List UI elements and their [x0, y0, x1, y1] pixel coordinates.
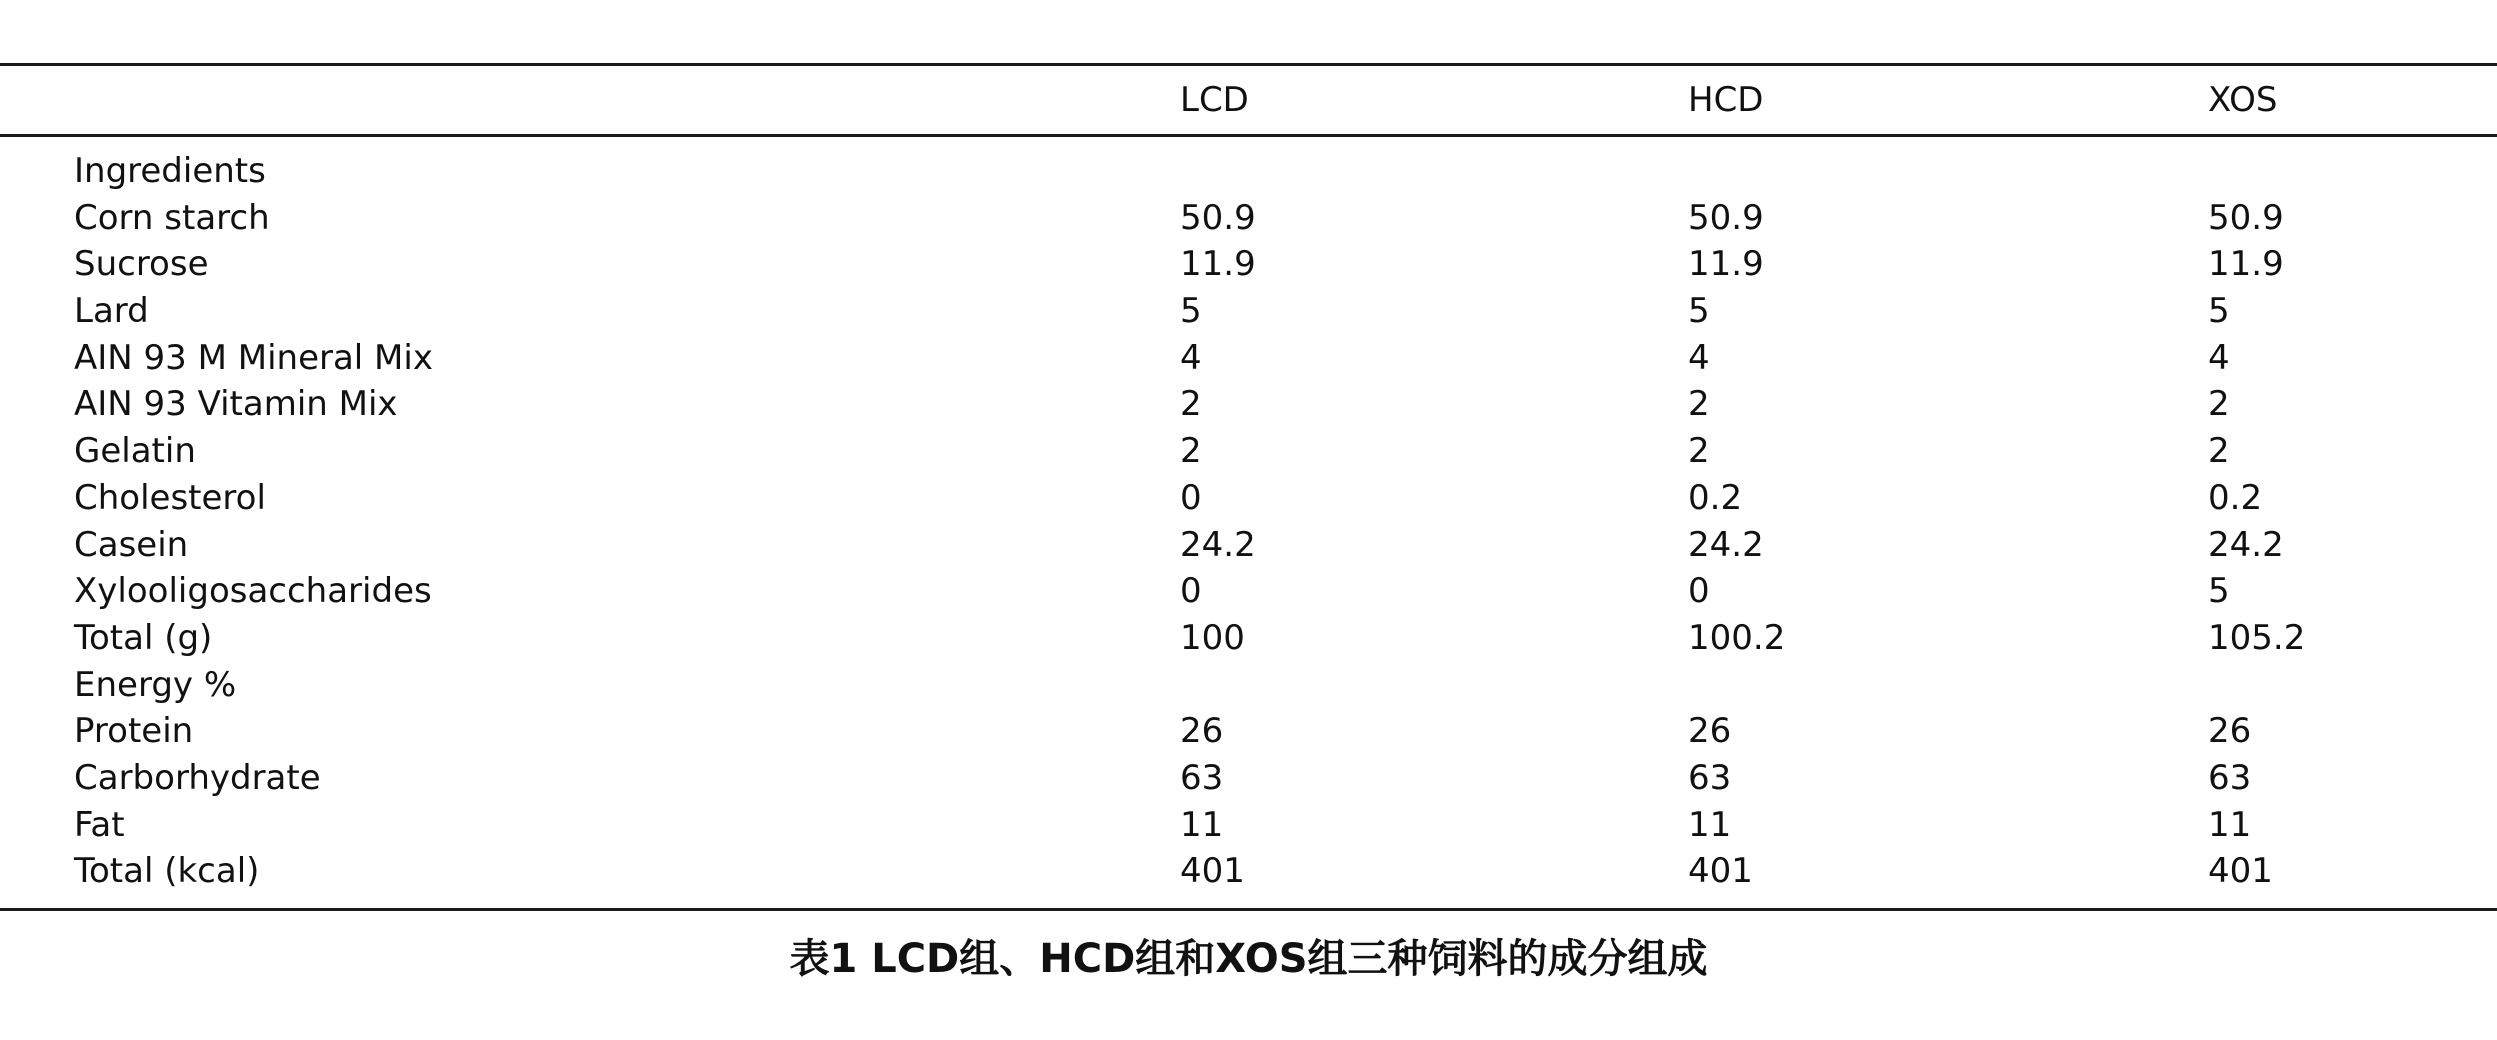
- column-header-xos: XOS: [2208, 80, 2278, 120]
- cell-xos: 50.9: [2208, 197, 2284, 238]
- cell-hcd: 24.2: [1688, 524, 1764, 565]
- table-row: [0, 522, 2497, 569]
- cell-xos: 2: [2208, 384, 2230, 425]
- cell-lcd: 4: [1180, 337, 1202, 378]
- table-row: [0, 568, 2497, 615]
- table-row: [0, 148, 2497, 195]
- column-header-hcd: HCD: [1688, 80, 1764, 120]
- row-label: Protein: [74, 711, 194, 752]
- cell-xos: 4: [2208, 337, 2230, 378]
- cell-hcd: 5: [1688, 291, 1710, 332]
- cell-lcd: 0: [1180, 477, 1202, 518]
- cell-hcd: 401: [1688, 851, 1753, 892]
- cell-xos: 2: [2208, 431, 2230, 472]
- cell-lcd: 63: [1180, 757, 1224, 798]
- cell-hcd: 2: [1688, 384, 1710, 425]
- row-label: Total (g): [74, 617, 213, 658]
- cell-xos: 63: [2208, 757, 2252, 798]
- cell-lcd: 2: [1180, 384, 1202, 425]
- row-label: Gelatin: [74, 431, 196, 472]
- row-label: Sucrose: [74, 244, 209, 285]
- table-row: [0, 428, 2497, 475]
- row-label: AIN 93 Vitamin Mix: [74, 384, 398, 425]
- cell-hcd: 0.2: [1688, 477, 1743, 518]
- table-row: [0, 335, 2497, 382]
- table-top-rule: [0, 63, 2497, 66]
- cell-lcd: 2: [1180, 431, 1202, 472]
- row-label: Ingredients: [74, 151, 266, 191]
- cell-xos: 5: [2208, 291, 2230, 332]
- row-label: Lard: [74, 291, 149, 332]
- table-row: [0, 615, 2497, 662]
- row-label: Carborhydrate: [74, 757, 321, 798]
- cell-hcd: 2: [1688, 431, 1710, 472]
- cell-lcd: 0: [1180, 571, 1202, 612]
- row-label: Xylooligosaccharides: [74, 571, 432, 612]
- row-label: AIN 93 M Mineral Mix: [74, 337, 433, 378]
- table-header-row: [0, 70, 2497, 130]
- cell-hcd: 63: [1688, 757, 1732, 798]
- table-row: [0, 381, 2497, 428]
- cell-xos: 5: [2208, 571, 2230, 612]
- row-label: Fat: [74, 804, 125, 845]
- table-caption: 表1 LCD组、HCD组和XOS组三种饲料的成分组成: [789, 936, 1708, 982]
- cell-lcd: 24.2: [1180, 524, 1256, 565]
- cell-lcd: 11.9: [1180, 244, 1256, 285]
- cell-hcd: 50.9: [1688, 197, 1764, 238]
- table-row: [0, 802, 2497, 849]
- cell-hcd: 0: [1688, 571, 1710, 612]
- cell-xos: 0.2: [2208, 477, 2263, 518]
- table-row: [0, 475, 2497, 522]
- cell-hcd: 100.2: [1688, 617, 1786, 658]
- cell-xos: 11.9: [2208, 244, 2284, 285]
- column-header-lcd: LCD: [1180, 80, 1249, 120]
- table-row: [0, 708, 2497, 755]
- table-row: [0, 241, 2497, 288]
- cell-hcd: 26: [1688, 711, 1732, 752]
- cell-hcd: 11.9: [1688, 244, 1764, 285]
- table-row: [0, 662, 2497, 709]
- cell-xos: 26: [2208, 711, 2252, 752]
- row-label: Energy %: [74, 664, 237, 705]
- cell-lcd: 50.9: [1180, 197, 1256, 238]
- cell-lcd: 100: [1180, 617, 1245, 658]
- row-label: Corn starch: [74, 197, 270, 238]
- cell-lcd: 5: [1180, 291, 1202, 332]
- cell-xos: 24.2: [2208, 524, 2284, 565]
- table-header-rule: [0, 134, 2497, 137]
- cell-hcd: 11: [1688, 804, 1732, 845]
- table-body: [0, 148, 2497, 898]
- cell-xos: 401: [2208, 851, 2273, 892]
- table-row: [0, 288, 2497, 335]
- cell-lcd: 26: [1180, 711, 1224, 752]
- row-label: Total (kcal): [74, 851, 260, 892]
- row-label: Cholesterol: [74, 477, 266, 518]
- cell-xos: 11: [2208, 804, 2252, 845]
- row-label: Casein: [74, 524, 189, 565]
- cell-xos: 105.2: [2208, 617, 2306, 658]
- table-bottom-rule: [0, 908, 2497, 911]
- table-row: [0, 755, 2497, 802]
- cell-lcd: 11: [1180, 804, 1224, 845]
- table-row: [0, 195, 2497, 242]
- cell-hcd: 4: [1688, 337, 1710, 378]
- table-row: [0, 848, 2497, 895]
- cell-lcd: 401: [1180, 851, 1245, 892]
